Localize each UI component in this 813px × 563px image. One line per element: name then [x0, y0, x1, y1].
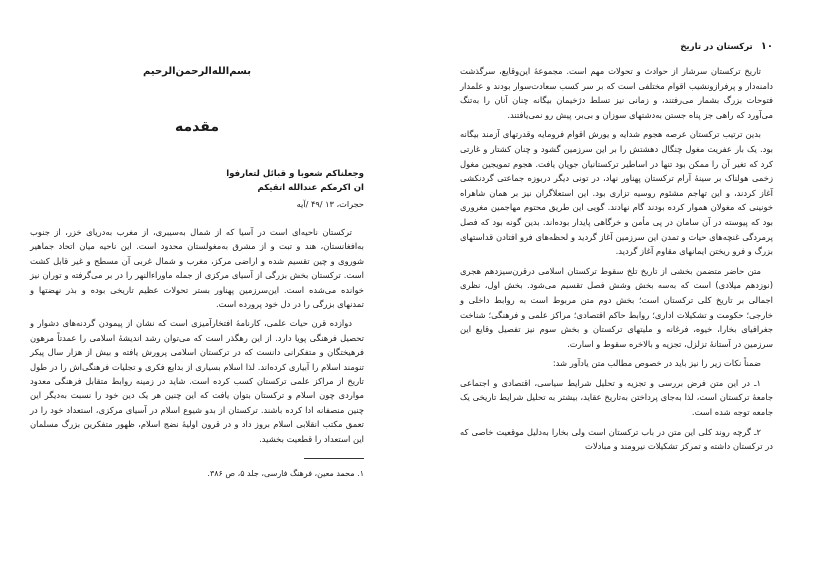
page-number: ۱۰: [760, 41, 773, 52]
epigraph-line: وجعلناکم شعوبا و قبائل لتعارفوا: [226, 169, 364, 179]
epigraph: [30, 167, 364, 195]
paragraph: دوازده قرن حیات علمی، کارنامهٔ افتخارآمیزی است که نشان از پیمودن گردنه‌های دشوار و تحصیل فرهنگی پویا دارد. از این رهگذر است که می‌توان رشد اندیشهٔ اسلامی را عمدتاً مرهون فرهیختگان و متفکرانی دانست که در ترکستان اسلامی پرورش یافته و بیش از هزار سال پیکر تنومند اسلام را آبیاری کرده‌اند. لذا اسلام بسیاری از بدایع فکری و تجلیات فرهنگی‌اش را در طول تاریخ از مراکز علمی ترکستان کسب کرده است. شاید در زمینه روابط متقابل فرهنگی معدود مواردی چون اسلام و ترکستان بتوان یافت که این چنین هر یک دین خود را نسبت به‌دیگر این چنین منصفانه ادا کرده باشند. ترکستان از بدو شیوع اسلام در آسیای مرکزی، استعداد خود را در تعمق مکتب انقلابی اسلام بروز داد و در قرون اولیهٔ نضج اسلام، ظهور متفکرین بزرگ مسلمان این استعداد را قطعیت بخشید.: [30, 318, 364, 444]
paragraph: متن حاضر متضمن بخشی از تاریخ تلخ سقوط ترکستان اسلامی درقرن‌سیزدهم هجری (نوزدهم میلادی) است که به‌سه بخش وشش فصل تقسیم می‌شود. بخش اول، نظری اجمالی بر تاریخ کلی ترکستان است؛ بخش دوم متن مربوط است به روابط داخلی و خارجی؛ حکومت و تشکیلات اداری؛ روابط حاکم اقتصادی؛ مراکز علمی و فرهنگی؛ شناخت جغرافیای بخارا، خیوه، فرغانه و ملیتهای ترکستان و بخش سوم نیز تفصیل وقایع این سرزمین در آستانهٔ تزلزل، تجزیه و بالاخره سقوط و اسارت.: [460, 265, 773, 349]
paragraph: ۲ـ گرچه روند کلی این متن در باب ترکستان است ولی بخارا به‌دلیل موقعیت خاصی که در ترکستان داشته و تمرکز تشکیلات نیرومند و مبادلات: [460, 426, 773, 452]
paragraph: ۱ـ در این متن فرض بررسی و تجزیه و تحلیل شرایط سیاسی، اقتصادی و اجتماعی جامعهٔ ترکستان است، لذا به‌جای پرداختن به‌تاریخ عقاید، بیشتر به تحلیل شرایط تاریخی یک جامعه توجه شده است.: [460, 377, 773, 418]
footnote-divider: [304, 458, 364, 459]
paragraph: ترکستان ناحیه‌ای است در آسیا که از شمال به‌سیبری، از مغرب به‌دریای خزر، از جنوب به‌افغانستان، هند و تبت و از مشرق به‌مغولستان محدود است. این ناحیه میان اتحاد جماهیر شوروی و چین تقسیم شده و اراضی مرکز، مغرب و شمال غربی آن مسطح و غیر قابل کشت است. ترکستان بخش بزرگی از آسیای مرکزی از جمله ماوراءالنهر را در بر می‌گرفته و توران نیز خوانده می‌شده است. این‌سرزمین پهناور بستر تحولات عظیم تاریخی بوده و بذر نهضتها و تمدنهای بزرگی را در دل خود پرورده است.: [30, 227, 364, 310]
footnote: ۱. محمد معین، فرهنگ فارسی، جلد ۵، ص ۳۸۶.: [207, 469, 364, 479]
paragraph: بدین ترتیب ترکستان عرصه هجوم شدایه و یورش اقوام فرومایه وقدرتهای آزمند بیگانه بود. یک بار عفریت مغول چنگال دهشتش را بر این سرزمین گشود و چنان کشتار و غارتی کرد که تغیر آن را ممکن بود تنها در اساطیر ترکستانیان جویان یافت. هجوم تمویجین مغول زخمی هولناک بر سینهٔ آرام ترکستان پهناور نهاد، در تونی دیگر دربوزه جماعتی گردنکشی آغاز کردند، و این تهاجم مشئوم روسیه تزاری بود. این استعلاگران نیز بر همان شاهراه خونینی که مغولان هموار کرده بودند گام نهادند. گویی این طریق محتوم مهاجمین مغروری بود که پیوسته در آن سامان در پی مأمن و خرگاهی پایدار بوده‌اند. بدین گونه بود که فصل پرمردگی غنچه‌های حیات و تمدن این سرزمین آغاز گردید و لحظه‌های فرو افتادن قداستهای بزرگ و فرو ریختن ایمانهای مقاوم آغاز گردید.: [460, 129, 773, 257]
running-header: [460, 40, 773, 54]
page-title: مقدمه: [175, 119, 219, 135]
basmala: بسم‌الله‌الرحمن‌الرحیم: [143, 66, 251, 77]
right-page: [406, 0, 813, 563]
paragraph: تاریخ ترکستان سرشار از حوادث و تحولات مهم است. مجموعهٔ این‌وقایع، سرگذشت دامنه‌دار و پرفرازونشیب اقوام مختلفی است که بر سر کسب سعادت‌سوار بودند و علمدار فتوحات بزرگ بشمار می‌رفتند، و زمانی نیز تسلط دژخیمان بیگانه چنان آنان را به‌تنگ می‌آورد که راهی جز پناه جستن به‌دشتهای سوزان و بی‌بر، پیش رو نمی‌یافتند.: [460, 66, 773, 120]
paragraph: ضمناً نکات زیر را نیز باید در خصوص مطالب متن یادآور شد:: [552, 358, 761, 369]
epigraph-line: ان اکرمکم عندالله اتقیکم: [257, 183, 364, 193]
epigraph-reference: حجرات، ۱۳ /۴۹ /آیه: [296, 199, 364, 209]
left-page: [0, 0, 406, 563]
running-title: ترکستان در تاریخ: [680, 42, 753, 52]
